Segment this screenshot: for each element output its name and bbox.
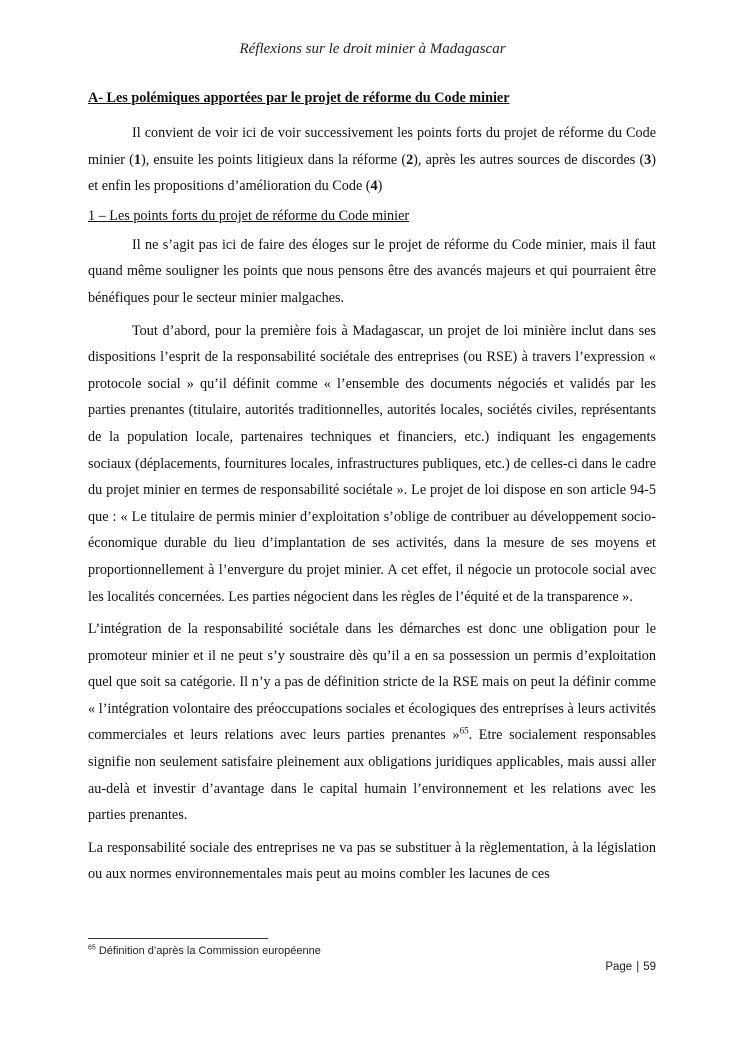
intro-number-1: 1 [133,151,141,168]
intro-text-4: ) et enfin les propositions d’amélioration du Code ( [88,151,656,195]
page-number-value: 59 [643,961,656,973]
page-label: Page [605,961,633,973]
paragraph-rse-text-a: L’intégration de la responsabilité sociétale dans les démarches est donc une obligation pour le promoteur minier et il ne peut s’y soustraire dès qu’il a en sa possession un permis d’exploitation quel que soit sa catégorie. Il n’y a pas de définition stricte de la RSE mais on peut la définir comme « l’intégration volontaire des préoccupations sociales et écologiques des entreprises à leurs activités commerciales et leurs relations avec leurs parties prenantes » [88,621,656,744]
paragraph-rse-text-b: . Etre socialement responsables signifie non seulement satisfaire pleinement aux obligations juridiques applicables, mais aussi aller au-delà et investir d’avantage dans le capital humain l’environnement et les relations avec les parties prenantes. [88,727,656,824]
section-heading: A- Les polémiques apportées par le projet de réforme du Code minier [88,90,510,106]
intro-number-2: 2 [406,151,414,168]
paragraph-rse-integration [88,616,656,829]
intro-text-3: ), après les autres sources de discordes ( [413,151,645,168]
page-number [605,961,656,973]
intro-paragraph [88,120,656,200]
intro-text-5: ) [377,178,383,195]
paragraph-eloges: Il ne s’agit pas ici de faire des éloges sur le projet de réforme du Code minier, mais il faut quand même souligner les points que nous pensons être des avancés majeurs et qui pourraient être bénéfiques pour le secteur minier malgaches. [88,236,656,306]
footnote-reference[interactable]: 65 [459,725,469,736]
intro-number-4: 4 [370,178,378,195]
paragraph-protocole-social: Tout d’abord, pour la première fois à Madagascar, un projet de loi minière inclut dans ses dispositions l’esprit de la responsabilité sociétale des entreprises (ou RSE) à travers l’expression « protocole social » qu’il définit comme « l’ensemble des documents négociés et validés par les parties prenantes (titulaire, autorités traditionnelles, autorités locales, sociétés civiles, représentants de la population locale, partenaires techniques et financiers, etc.) indiquant les engagements sociaux (déplacements, fournitures locales, infrastructures publiques, etc.) de celles-ci dans le cadre du projet minier en termes de responsabilité sociétale ». Le projet de loi dispose en son article 94-5 que : « Le titulaire de permis minier d’exploitation s’oblige de contribuer au développement socio-économique durable du lieu d’implantation de ses activités, dans la mesure de ses moyens et proportionnellement à l’envergure du projet minier. A cet effet, il négocie un protocole social avec les localités concernées. Les parties négocient dans les règles de l’équité et de la transparence ». [88,322,656,605]
running-header: Réflexions sur le droit minier à Madagascar [239,41,506,57]
intro-number-3: 3 [644,151,652,168]
page-separator: | [636,961,640,973]
paragraph-rse-substitution: La responsabilité sociale des entreprises ne va pas se substituer à la règlementation, à la législation ou aux normes environnementales mais peut au moins combler les lacunes de ces [88,839,656,883]
intro-text-1: Il convient de voir ici de voir successivement les points forts du projet de réforme du Code minier ( [88,125,656,168]
page-body [88,88,656,894]
footnote-text: Définition d’après la Commission européenne [95,945,321,957]
footnote [88,945,656,957]
intro-text-2: ), ensuite les points litigieux dans la réforme ( [140,151,407,168]
footnote-separator [88,938,268,939]
footnote-number: 65 [88,944,96,952]
subsection-heading: 1 – Les points forts du projet de réforme du Code minier [88,207,410,224]
